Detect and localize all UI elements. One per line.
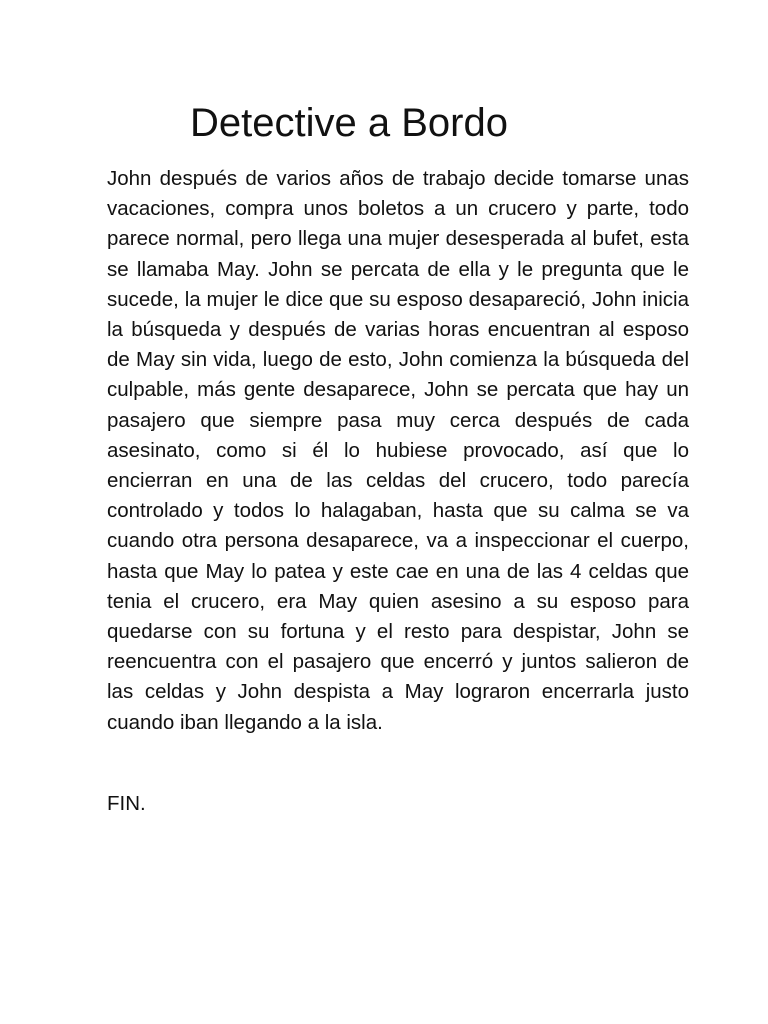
document-title: Detective a Bordo [190,101,508,145]
story-paragraph: John después de varios años de trabajo decide tomarse unas vacaciones, compra unos boletos a un crucero y parte, todo parece normal, pero llega una mujer desesperada al bufet, esta se llamaba May. John se percata de ella y le pregunta que le sucede, la mujer le dice que su esposo desapareció, John inicia la búsqueda y después de varias horas encuentran al esposo de May sin vida, luego de esto, John comienza la búsqueda del culpable, más gente desaparece, John se percata que hay un pasajero que siempre pasa muy cerca después de cada asesinato, como si él lo hubiese provocado, así que lo encierran en una de las celdas del crucero, todo parecía controlado y todos lo halagaban, hasta que su calma se va cuando otra persona desaparece, va a inspeccionar el cuerpo, hasta que May lo patea y este cae en una de las 4 celdas que tenia el crucero, era May quien asesino a su esposo para quedarse con su fortuna y el resto para despistar, John se reencuentra con el pasajero que encerró y juntos salieron de las celdas y John despista a May lograron encerrarla justo cuando iban llegando a la isla. [107,167,689,734]
ending-text: FIN. [107,792,146,815]
